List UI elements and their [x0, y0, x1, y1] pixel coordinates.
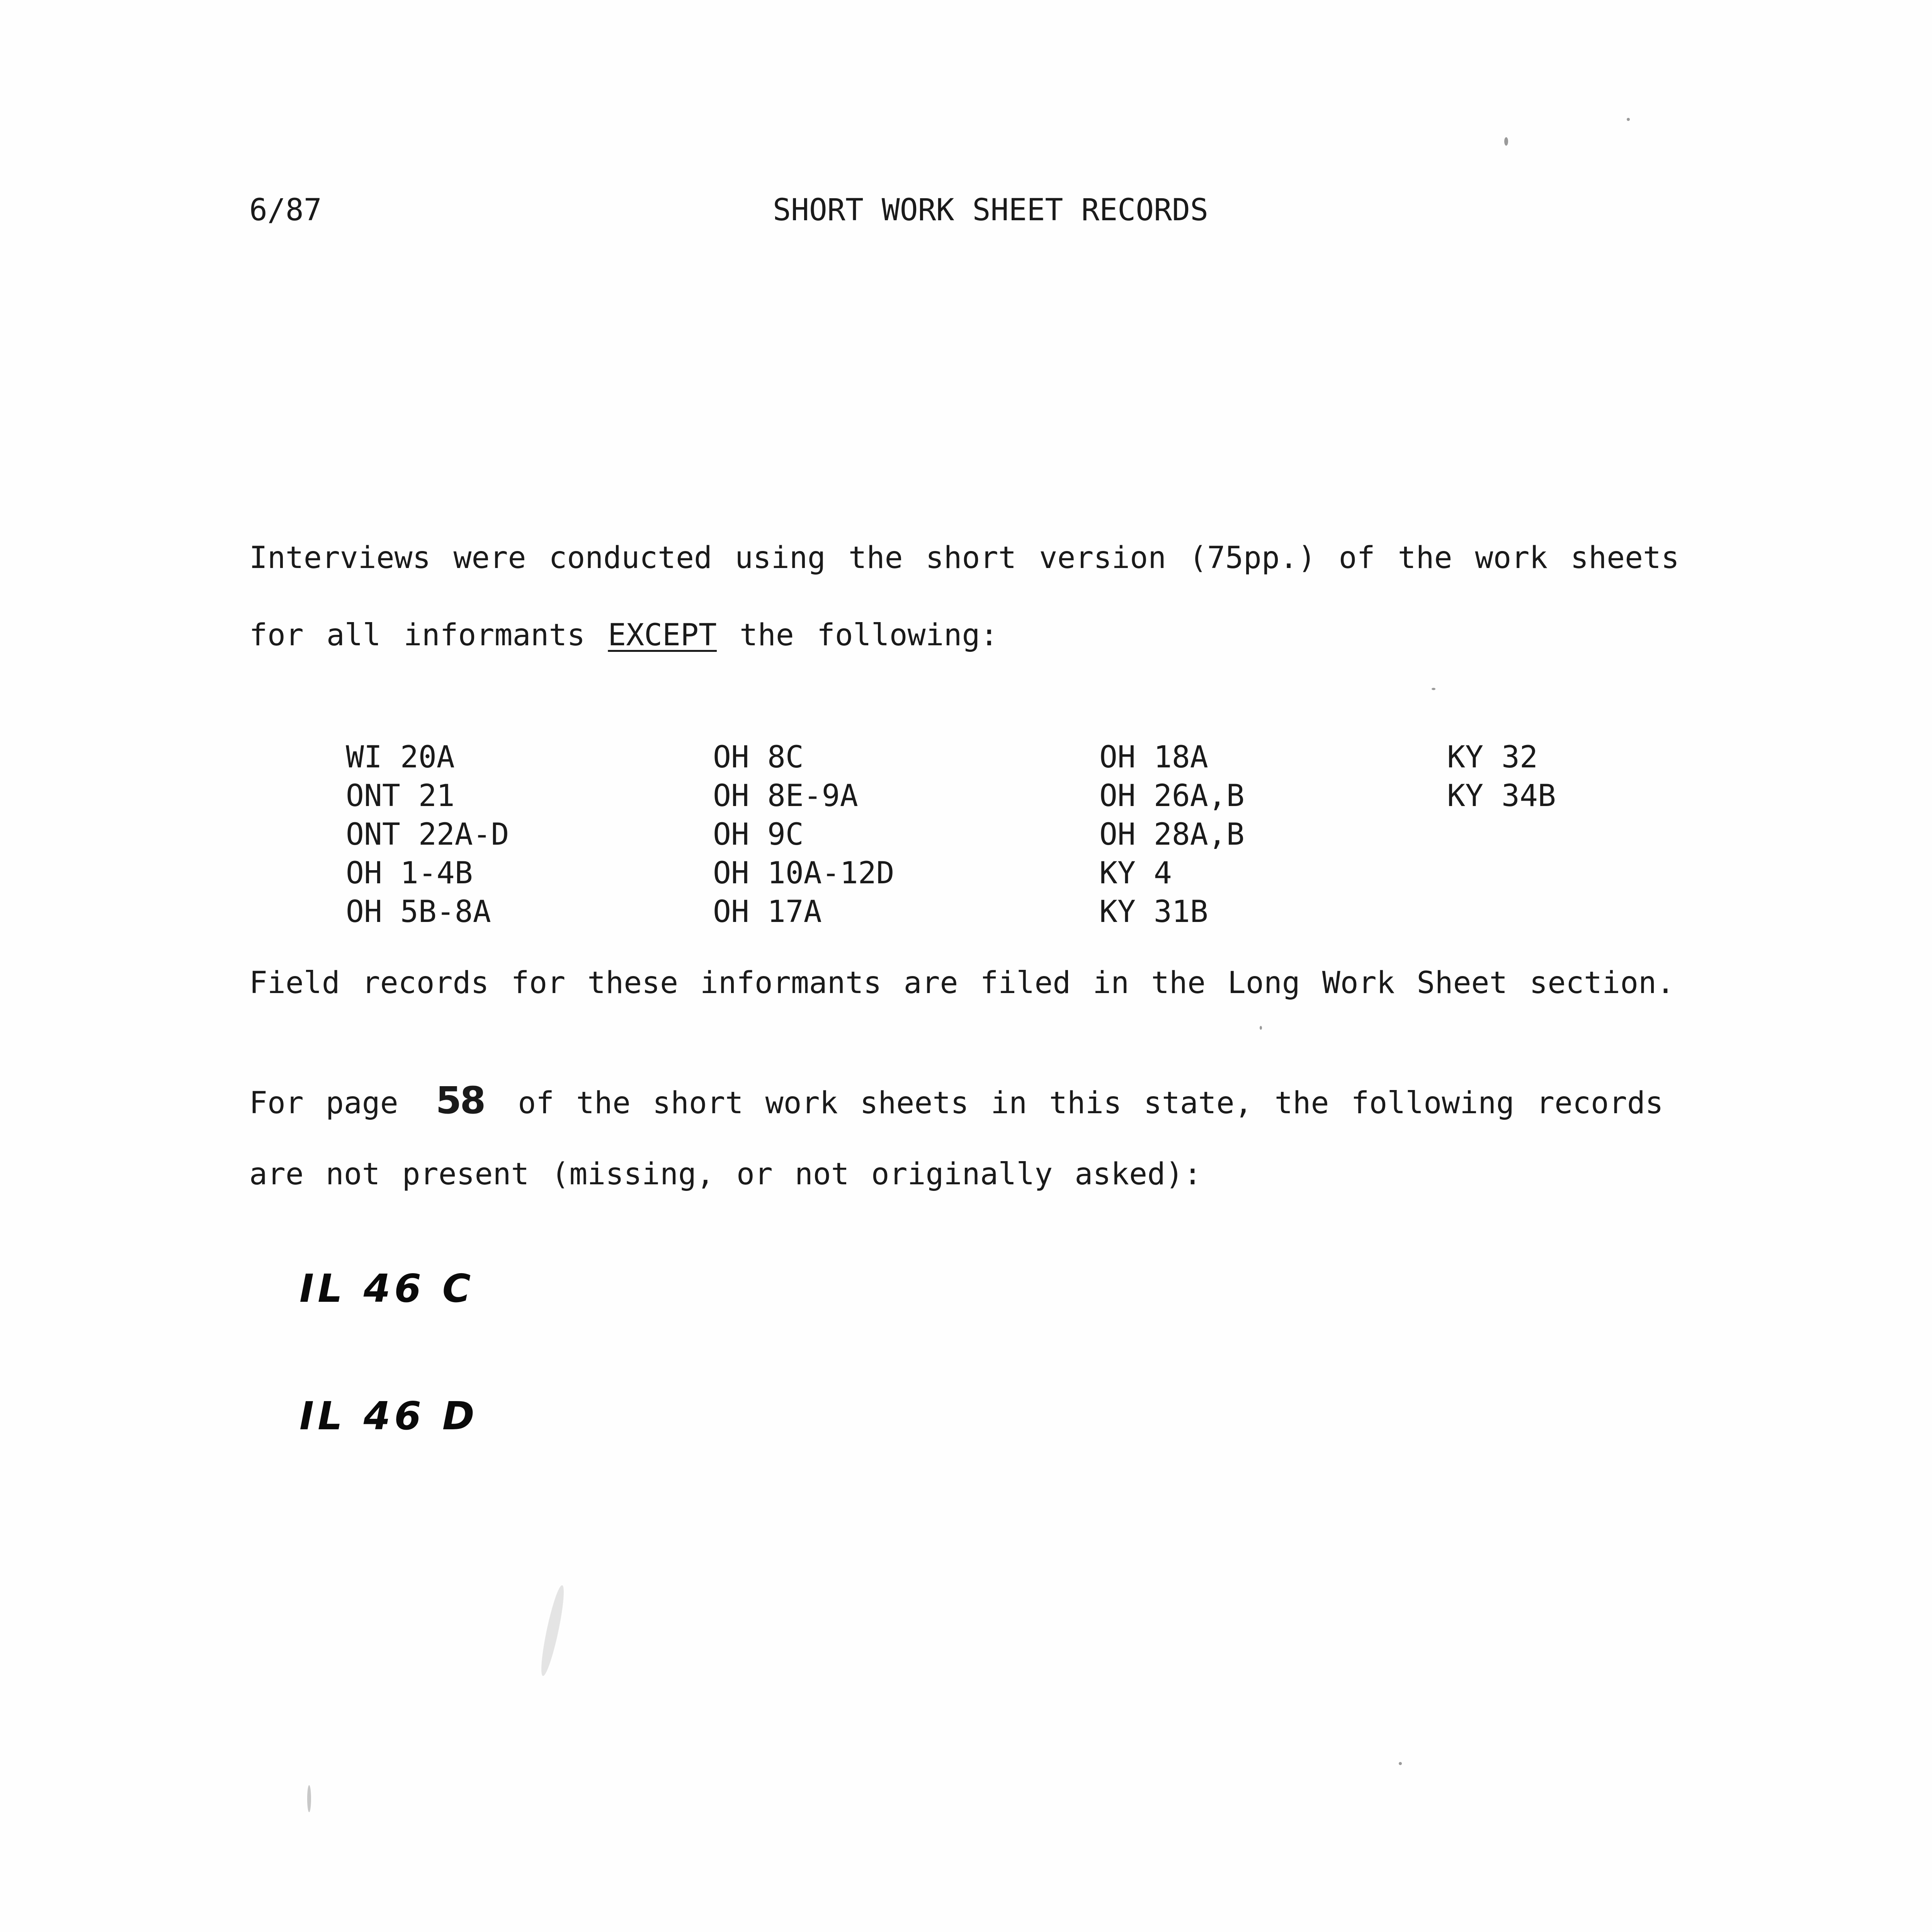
intro-line-2-after: the following: — [717, 618, 998, 653]
handwritten-record: IL 46 D — [299, 1393, 478, 1439]
informant-item: KY 34B — [1447, 779, 1556, 813]
scan-speck — [1399, 1762, 1402, 1765]
intro-line-2-before: for all informants — [249, 618, 608, 653]
informant-item: KY 32 — [1447, 740, 1538, 775]
page-title: SHORT WORK SHEET RECORDS — [773, 193, 1209, 228]
page-note-line-1 — [249, 1079, 1663, 1122]
header-date: 6/87 — [249, 193, 322, 228]
informant-item: OH 28A,B — [1099, 817, 1245, 852]
scan-speck — [307, 1785, 311, 1812]
informant-item: OH 8C — [713, 740, 804, 775]
informant-item: KY 31B — [1099, 895, 1208, 929]
informant-item: OH 18A — [1099, 740, 1208, 775]
informant-item: OH 5B-8A — [346, 895, 491, 929]
informant-item: OH 26A,B — [1099, 779, 1245, 813]
informant-item: OH 10A-12D — [713, 856, 895, 891]
informant-column-2 — [713, 738, 895, 931]
page-note-before: For page — [249, 1086, 420, 1121]
informant-item: OH 1-4B — [346, 856, 473, 891]
informant-item: OH 8E-9A — [713, 779, 858, 813]
informant-column-3 — [1099, 738, 1245, 931]
handwritten-page-number: 58 — [435, 1079, 485, 1122]
page-note-after: of the short work sheets in this state, the following records — [496, 1086, 1663, 1121]
handwritten-record: IL 46 C — [299, 1266, 475, 1311]
informant-column-1 — [346, 738, 509, 931]
page-note-line-2: are not present (missing, or not originally asked): — [249, 1157, 1202, 1192]
scan-streak — [537, 1584, 568, 1677]
informant-item: ONT 22A-D — [346, 817, 509, 852]
scan-speck — [1260, 1026, 1262, 1030]
except-emphasis: EXCEPT — [608, 618, 717, 653]
informant-item: WI 20A — [346, 740, 455, 775]
intro-line-1: Interviews were conducted using the short version (75pp.) of the work sheets — [249, 541, 1679, 575]
informant-column-4 — [1447, 738, 1556, 815]
intro-line-2 — [249, 618, 998, 653]
informant-item: KY 4 — [1099, 856, 1172, 891]
scan-speck — [1432, 688, 1435, 690]
informant-item: OH 17A — [713, 895, 822, 929]
scan-speck — [1504, 137, 1508, 146]
scan-speck — [1627, 118, 1630, 121]
filed-note: Field records for these informants are filed in the Long Work Sheet section. — [249, 966, 1675, 1000]
informant-item: ONT 21 — [346, 779, 455, 813]
informant-item: OH 9C — [713, 817, 804, 852]
